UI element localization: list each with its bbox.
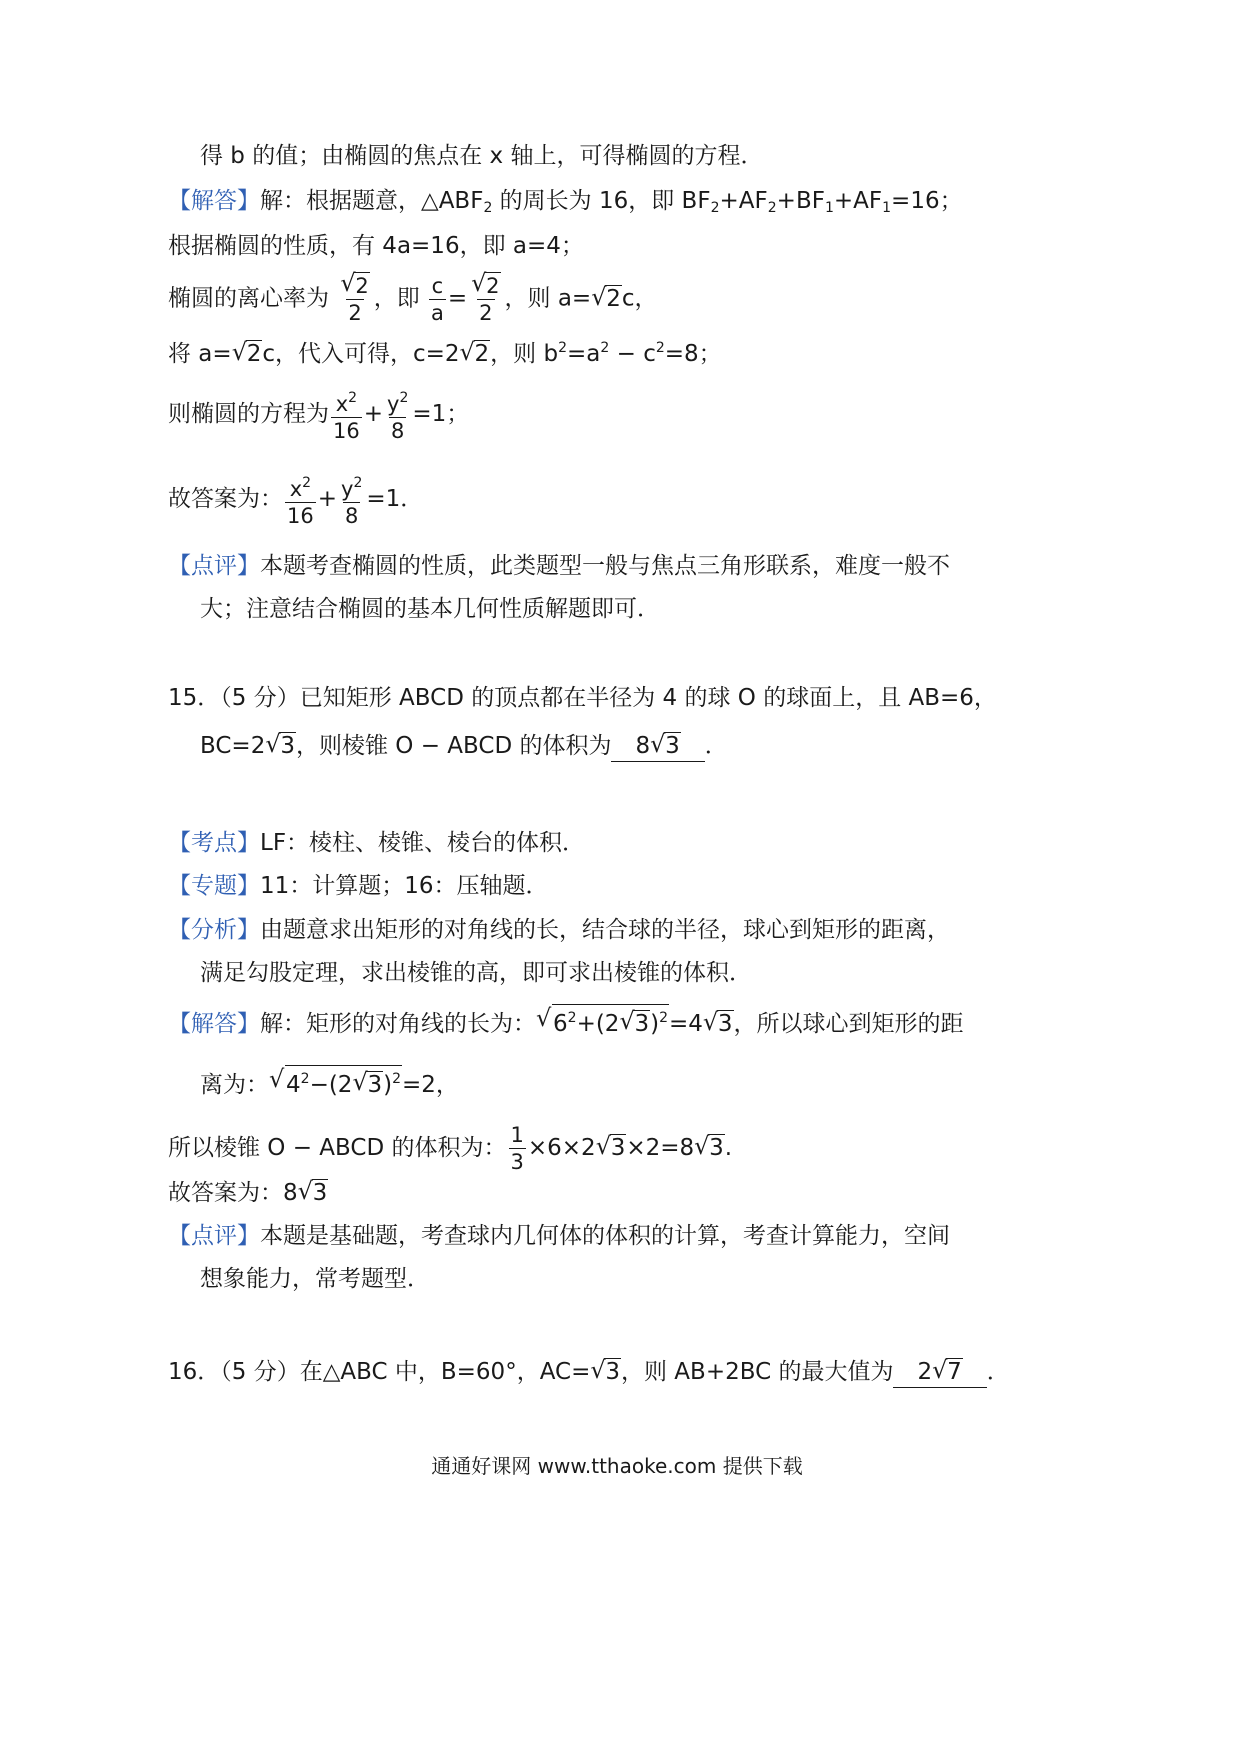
tag-jieda: 【解答】 [168, 1011, 260, 1037]
radical: √ 3 [694, 1132, 725, 1164]
text-line: 将 a=√ 2c，代入可得，c=2√ 2，则 $b^2=a^2 - c^2=8$； [168, 332, 722, 370]
radical: √ 3 [596, 1132, 627, 1164]
fraction: $\frac{1}{3}$ [510, 1123, 524, 1174]
radical: √ 3 [298, 1177, 329, 1209]
final-answer-line: 故答案为：8√ 3 [168, 1177, 328, 1209]
tag-kaodian: 【考点】 [168, 830, 260, 856]
radical: √ 2 [232, 338, 263, 370]
radical: √ 3 [590, 1356, 621, 1388]
eccentricity-line: 椭圆的离心率为 √ $\frac{2}{2}$ ，即 $\frac{c}{a}$ = √ $\frac{2}{2}$ ，则 a=√ 2c， [168, 272, 658, 326]
fraction: $\frac{x^2}{16}$ [333, 390, 360, 443]
fraction: $\frac{c}{a}$ [431, 273, 444, 325]
comment-line-2: 大；注意结合椭圆的基本几何性质解题即可． [200, 596, 660, 622]
answer-blank: 2√ 7 [893, 1357, 986, 1388]
zhuanti-line: 【专题】11：计算题；16：压轴题． [168, 873, 549, 899]
text-line: 根据椭圆的性质，有 4a=16，即 a=4； [168, 233, 584, 259]
radical: √ 2 [460, 338, 491, 370]
tag-solution: 【解答】 [168, 188, 260, 214]
jieda-line-2: 离为：√ $4^2-(2√$ 3)$^2$=2， [200, 1065, 459, 1101]
fenxi-line-2: 满足勾股定理，求出棱锥的高，即可求出棱锥的体积． [200, 960, 752, 986]
fraction: $\frac{x^2}{16}$ [287, 475, 314, 528]
tag-zhuanti: 【专题】 [168, 873, 260, 899]
equation-line: 则椭圆的方程为 $\frac{x^2}{16}$ + $\frac{y^2}{8}$ =1； [168, 385, 469, 444]
radical: √ 3 [265, 730, 296, 762]
radical: √ $4^2-(2√$ 3)$^2$ [269, 1065, 402, 1101]
question-15: 15．（5 分）已知矩形 ABCD 的顶点都在半径为 4 的球 O 的球面上，且 AB=6， [168, 685, 997, 711]
radical: √ $6^2+(2√$ 3)$^2$ [536, 1004, 669, 1040]
jieda-line-1: 【解答】解：矩形的对角线的长为：√ $6^2+(2√$ 3)$^2$=4√ 3，所以球心到矩形的距 [168, 1004, 964, 1040]
answer-line: 故答案为： $\frac{x^2}{16}$ + $\frac{y^2}{8}$ =1． [168, 470, 423, 529]
fraction: √ $\frac{2}{2}$ [469, 272, 502, 326]
dianping-line-1: 【点评】本题是基础题，考查球内几何体的体积的计算，考查计算能力，空间 [168, 1223, 950, 1249]
radical: √ 3 [703, 1008, 734, 1040]
comment-line-1: 【点评】本题考查椭圆的性质，此类题型一般与焦点三角形联系，难度一般不 [168, 553, 950, 579]
jieda-line-3: 所以棱锥 O − ABCD 的体积为： $\frac{1}{3}$ ×6×2√ 3×2=8√ 3. [168, 1122, 732, 1175]
tag-dianping: 【点评】 [168, 1223, 260, 1249]
dianping-line-2: 想象能力，常考题型． [200, 1266, 430, 1292]
tag-comment: 【点评】 [168, 553, 260, 579]
tag-fenxi: 【分析】 [168, 917, 260, 943]
fenxi-line-1: 【分析】由题意求出矩形的对角线的长，结合球的半径，球心到矩形的距离， [168, 917, 950, 943]
fraction: $\frac{y^2}{8}$ [341, 475, 363, 528]
answer-blank: 8√ 3 [611, 731, 704, 762]
fraction: √ $\frac{2}{2}$ [338, 272, 371, 326]
question-16: 16．（5 分）在△ABC 中，B=60°，AC=√ 3，则 AB+2BC 的最大值为 2√ 7 ． [168, 1356, 1010, 1388]
text-line: 得 b 的值；由椭圆的焦点在 x 轴上，可得椭圆的方程． [200, 143, 764, 169]
kaodian-line: 【考点】LF：棱柱、棱锥、棱台的体积． [168, 830, 586, 856]
fraction: $\frac{y^2}{8}$ [387, 390, 409, 443]
radical: √ 2 [591, 283, 622, 315]
page-footer: 通通好课网 www.tthaoke.com 提供下载 [431, 1454, 803, 1478]
question-15-cont: BC=2√ 3，则棱锥 O − ABCD 的体积为 8√ 3 ． [200, 730, 728, 762]
solution-line-1: 【解答】解：根据题意，$\triangle ABF_2$ 的周长为 16，即 $BF_2+AF_2+BF_1+AF_1=16$； [168, 188, 963, 216]
